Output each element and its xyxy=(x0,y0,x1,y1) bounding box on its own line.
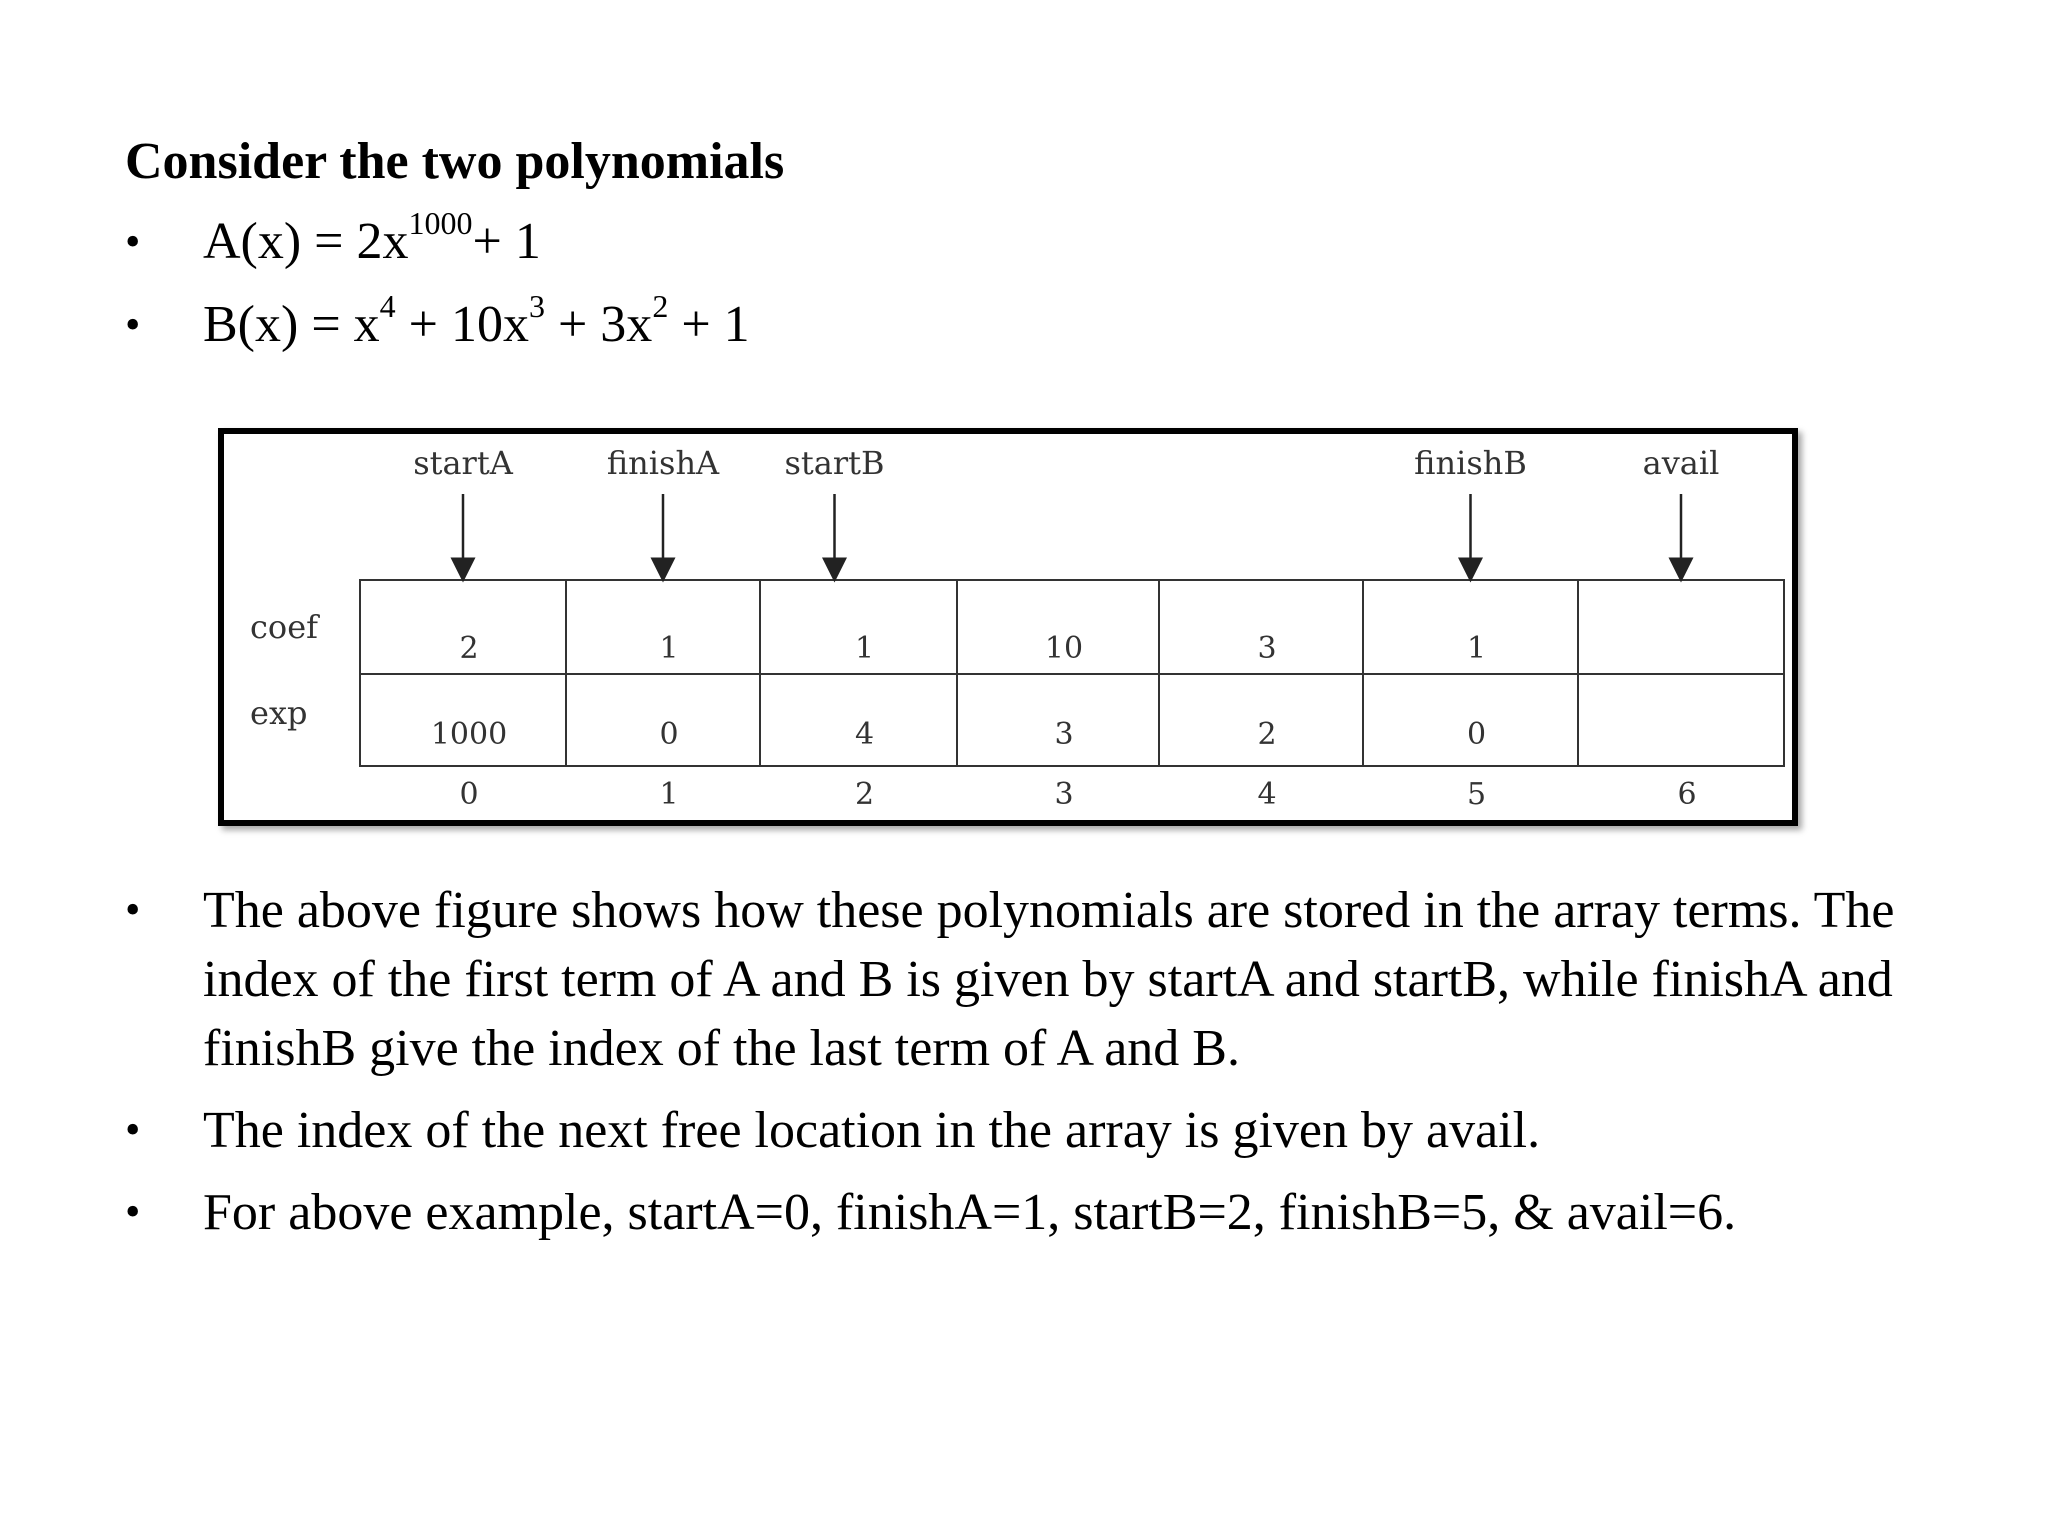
coef-cell: 1 xyxy=(659,631,679,666)
polynomial-a xyxy=(203,204,541,274)
paragraph-1: The above figure shows how these polynomials are stored in the array terms. The index of the first term of A and B is given by startA and startB, while finishA and finishB give the index of the last term of A and B. xyxy=(203,882,1895,1077)
exp-cell: 3 xyxy=(1054,717,1074,752)
poly-b-term3: + 3x xyxy=(544,296,653,353)
bullet-poly-a: • xyxy=(125,217,141,266)
exp-cell: 4 xyxy=(854,717,875,752)
array-diagram xyxy=(224,434,1792,820)
row-label-coef: coef xyxy=(250,608,318,646)
bullet-para-1: • xyxy=(125,885,141,934)
pointer-starta-label: startA xyxy=(413,444,513,482)
polynomial-b xyxy=(203,287,750,357)
row-label-exp: exp xyxy=(250,694,308,732)
index-label: 3 xyxy=(1054,777,1074,812)
coef-cell: 2 xyxy=(459,631,479,666)
bullet-poly-b: • xyxy=(125,300,141,349)
pointer-avail-label: avail xyxy=(1642,444,1720,482)
paragraph-2: The index of the next free location in the array is given by avail. xyxy=(203,1102,1541,1159)
poly-b-exp3: 2 xyxy=(652,287,669,324)
pointer-finishb-label: finishB xyxy=(1414,444,1527,482)
poly-b-term4: + 1 xyxy=(668,296,750,353)
index-label: 1 xyxy=(659,777,679,812)
array-figure xyxy=(218,428,1798,826)
coef-cell: 1 xyxy=(1466,631,1487,666)
coef-cell: 10 xyxy=(1044,631,1084,666)
heading: Consider the two polynomials xyxy=(125,133,785,190)
exp-cell: 2 xyxy=(1257,717,1277,752)
bullet-para-3: • xyxy=(125,1187,141,1236)
index-label: 6 xyxy=(1677,777,1697,812)
index-label: 4 xyxy=(1257,777,1277,812)
pointer-finisha-label: finishA xyxy=(606,444,720,482)
index-label: 0 xyxy=(459,777,479,812)
pointer-startb-label: startB xyxy=(784,444,885,482)
poly-b-term2: + 10x xyxy=(395,296,529,353)
index-label: 5 xyxy=(1466,777,1487,812)
coef-cell: 3 xyxy=(1257,631,1277,666)
exp-cell: 0 xyxy=(659,717,679,752)
poly-b-exp2: 3 xyxy=(528,287,545,324)
poly-b-exp1: 4 xyxy=(379,287,396,324)
poly-b-term1: B(x) = x xyxy=(203,296,380,353)
exp-cell: 0 xyxy=(1466,717,1487,752)
index-label: 2 xyxy=(854,777,875,812)
bullet-para-2: • xyxy=(125,1105,141,1154)
poly-a-lhs: A(x) = 2x xyxy=(203,213,409,270)
coef-cell: 1 xyxy=(854,631,875,666)
paragraph-3: For above example, startA=0, finishA=1, startB=2, finishB=5, & avail=6. xyxy=(203,1184,1737,1241)
exp-cell: 1000 xyxy=(430,717,508,752)
poly-a-rest: + 1 xyxy=(472,213,541,270)
poly-a-exponent: 1000 xyxy=(408,204,473,241)
